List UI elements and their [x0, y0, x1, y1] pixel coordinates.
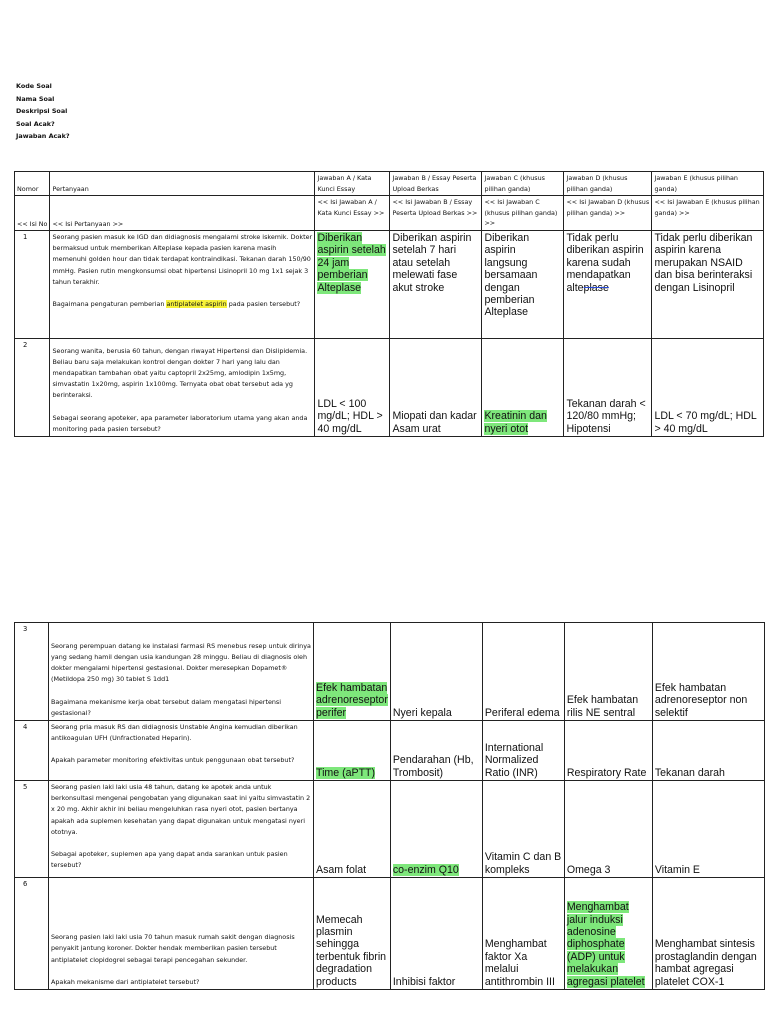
answer-a — [315, 231, 390, 339]
question-paragraph: Seorang pasien masuk ke IGD dan didiagnosis mengalami stroke iskemik. Dokter bermaksud untuk memberikan Alteplase kepada pasien karena masih memenuhi golden hour dan tidak terdapat kontraindikasi. Tekanan darah 150/90 mmHg. Pasien rutin mengkonsumsi obat hipertensi Lisinopril 10 mg 1x1 sejak 3 tahun terakhir. — [52, 233, 313, 286]
answer-e: Menghambat sintesis prostaglandin dengan hambat agregasi platelet COX-1 — [652, 878, 764, 990]
answer-a — [314, 721, 391, 781]
question-paragraph: Seorang pasien laki laki usia 48 tahun, datang ke apotek anda untuk berkonsultasi mengenai pengobatan yang digunakan saat ini yaitu simvastatin 2 x 20 mg. Akhir akhir ini beliau mengeluhkan rasa nyeri otot, pasien bertanya apakah ada suplemen kesehatan yang dapat digunakan untuk mengatasi nyeri ototnya. — [51, 783, 311, 836]
table-row — [15, 721, 765, 781]
answer-d: Respiratory Rate — [564, 721, 652, 781]
answer-b: Inhibisi faktor — [390, 878, 482, 990]
question-number: 5 — [15, 781, 49, 878]
soal-metadata — [16, 80, 70, 143]
strikethrough-text: plase — [583, 281, 609, 294]
question-paragraph: Seorang perempuan datang ke instalasi farmasi RS menebus resep untuk dirinya yang sedang hamil dengan usia kandungan 28 minggu. Beliau di diagnosis oleh dokter mengalami hipertensi gestasional. Dokter meresepkan Dopamet® (Metildopa 250 mg) 30 tablet S 1dd1 — [51, 641, 311, 684]
question-text — [49, 623, 314, 721]
subheader-row — [15, 196, 764, 231]
question-prompt: Apakah mekanisme dari antiplatelet tersebut? — [51, 977, 200, 986]
question-text — [49, 878, 314, 990]
subheader-pertanyaan: << Isi Pertanyaan >> — [50, 196, 315, 231]
subheader-jawaban-e: << Isi Jawaban E (khusus pilihan ganda) >> — [652, 196, 764, 231]
question-paragraph: Seorang pasien laki laki usia 70 tahun masuk rumah sakit dengan diagnosis penyakit jantung koroner. Dokter hendak memberikan pasien tersebut antiplatelet clopidogrel sebagai terapi pencegahan sekunder. — [51, 933, 295, 964]
correct-answer-highlight: Kreatinin dan nyeri otot — [484, 410, 547, 435]
answer-e: Tidak perlu diberikan aspirin karena merupakan NSAID dan bisa berinteraksi dengan Lisinopril — [652, 231, 764, 339]
question-number: 2 — [15, 339, 50, 437]
answer-c: International Normalized Ratio (INR) — [482, 721, 564, 781]
question-prompt: Sebagai apoteker, suplemen apa yang dapat anda sarankan untuk pasien tersebut? — [51, 850, 288, 870]
answer-e: Tekanan darah — [652, 721, 764, 781]
header-jawaban-d: Jawaban D (khusus pilihan ganda) — [564, 172, 652, 196]
answer-c: Diberikan aspirin langsung bersamaan dengan pemberian Alteplase — [482, 231, 564, 339]
question-prompt: Bagaimana mekanisme kerja obat tersebut dalam mengatasi hipertensi gestasional? — [51, 697, 282, 717]
question-prompt: Bagaimana pengaturan pemberian antiplatelet aspirin pada pasien tersebut? — [52, 300, 301, 309]
question-text — [49, 781, 314, 878]
meta-nama-soal: Nama Soal — [16, 94, 55, 103]
header-pertanyaan: Pertanyaan — [50, 172, 315, 196]
correct-answer-highlight: co-enzim Q10 — [392, 863, 459, 876]
answer-e: Efek hambatan adrenoreseptor non selektif — [652, 623, 764, 721]
answer-c: Vitamin C dan B kompleks — [482, 781, 564, 878]
answer-b: Diberikan aspirin setelah 7 hari atau setelah melewati fase akut stroke — [390, 231, 482, 339]
question-number: 3 — [15, 623, 49, 721]
table-row — [15, 339, 764, 437]
question-number: 1 — [15, 231, 50, 339]
answer-d: Efek hambatan rilis NE sentral — [564, 623, 652, 721]
answer-d: Tidak perlu diberikan aspirin karena sudah mendapatkan alteplase — [564, 231, 652, 339]
table-row — [15, 623, 765, 721]
answer-e: Vitamin E — [652, 781, 764, 878]
answer-d: Tekanan darah < 120/80 mmHg; Hipotensi — [564, 339, 652, 437]
header-jawaban-b: Jawaban B / Essay Peserta Upload Berkas — [390, 172, 482, 196]
correct-answer-highlight: Menghambat jalur induksi adenosine diphosphate (ADP) untuk melakukan agregasi platelet — [566, 901, 645, 988]
answer-c: Menghambat faktor Xa melalui antithrombin III — [482, 878, 564, 990]
answer-b — [390, 781, 482, 878]
subheader-jawaban-c: << Isi Jawaban C (khusus pilihan ganda) >> — [482, 196, 564, 231]
answer-a: Memecah plasmin sehingga terbentuk fibrin degradation products — [314, 878, 391, 990]
highlighted-term: antiplatelet aspirin — [166, 300, 227, 309]
question-table-bottom — [14, 622, 765, 990]
meta-deskripsi-soal: Deskripsi Soal — [16, 107, 68, 115]
subheader-jawaban-a: << Isi Jawaban A / Kata Kunci Essay >> — [315, 196, 390, 231]
answer-a: LDL < 100 mg/dL; HDL > 40 mg/dL — [315, 339, 390, 437]
answer-e: LDL < 70 mg/dL; HDL > 40 mg/dL — [652, 339, 764, 437]
answer-c: Periferal edema — [482, 623, 564, 721]
answer-c — [482, 339, 564, 437]
header-jawaban-e: Jawaban E (khusus pilihan ganda) — [652, 172, 764, 196]
question-paragraph: Seorang pria masuk RS dan didiagnosis Unstable Angina kemudian diberikan antikoagulan UFH (Unfractionated Heparin). — [51, 723, 298, 743]
question-prompt: Apakah parameter monitoring efektivitas untuk penggunaan obat tersebut? — [51, 756, 295, 765]
answer-a: Asam folat — [314, 781, 391, 878]
header-jawaban-c: Jawaban C (khusus pilihan ganda) — [482, 172, 564, 196]
correct-answer-highlight: Diberikan aspirin setelah 24 jam pemberian Alteplase — [317, 232, 386, 294]
meta-kode-soal: Kode Soal — [16, 82, 52, 90]
header-nomor: Nomor — [15, 172, 50, 196]
meta-soal-acak: Soal Acak? — [16, 119, 55, 128]
answer-b: Pendarahan (Hb, Trombosit) — [390, 721, 482, 781]
subheader-nomor: << Isi No — [15, 196, 50, 231]
table-row — [15, 781, 765, 878]
header-row — [15, 172, 764, 196]
correct-answer-highlight: Efek hambatan adrenoreseptor perifer — [316, 681, 388, 719]
question-number: 6 — [15, 878, 49, 990]
subheader-jawaban-b: << Isi Jawaban B / Essay Peserta Upload Berkas >> — [390, 196, 482, 231]
answer-b: Miopati dan kadar Asam urat — [390, 339, 482, 437]
subheader-jawaban-d: << Isi Jawaban D (khusus pilihan ganda) >> — [564, 196, 652, 231]
meta-jawaban-acak: Jawaban Acak? — [16, 132, 70, 140]
answer-d: Omega 3 — [564, 781, 652, 878]
question-text — [50, 339, 315, 437]
answer-d — [564, 878, 652, 990]
question-text — [50, 231, 315, 339]
answer-b: Nyeri kepala — [390, 623, 482, 721]
table-row — [15, 231, 764, 339]
header-jawaban-a: Jawaban A / Kata Kunci Essay — [315, 172, 390, 196]
question-prompt: Sebagai seorang apoteker, apa parameter laboratorium utama yang akan anda monitoring pada pasien tersebut? — [52, 413, 308, 433]
question-number: 4 — [15, 721, 49, 781]
question-text — [49, 721, 314, 781]
table-row — [15, 878, 765, 990]
correct-answer-highlight: Time (aPTT) — [316, 766, 376, 779]
question-paragraph: Seorang wanita, berusia 60 tahun, dengan riwayat Hipertensi dan Dislipidemia. Beliau baru saja melakukan kontrol dengan dokter 7 hari yang lalu dan mendapatkan tambahan obat yaitu captopril 2x25mg, amlodipin 1x5mg, simvastatin 1x20mg, aspirin 1x100mg. Ternyata obat obat tersebut ada yg berinteraksi. — [52, 346, 308, 400]
answer-a — [314, 623, 391, 721]
question-table-top — [14, 171, 764, 437]
